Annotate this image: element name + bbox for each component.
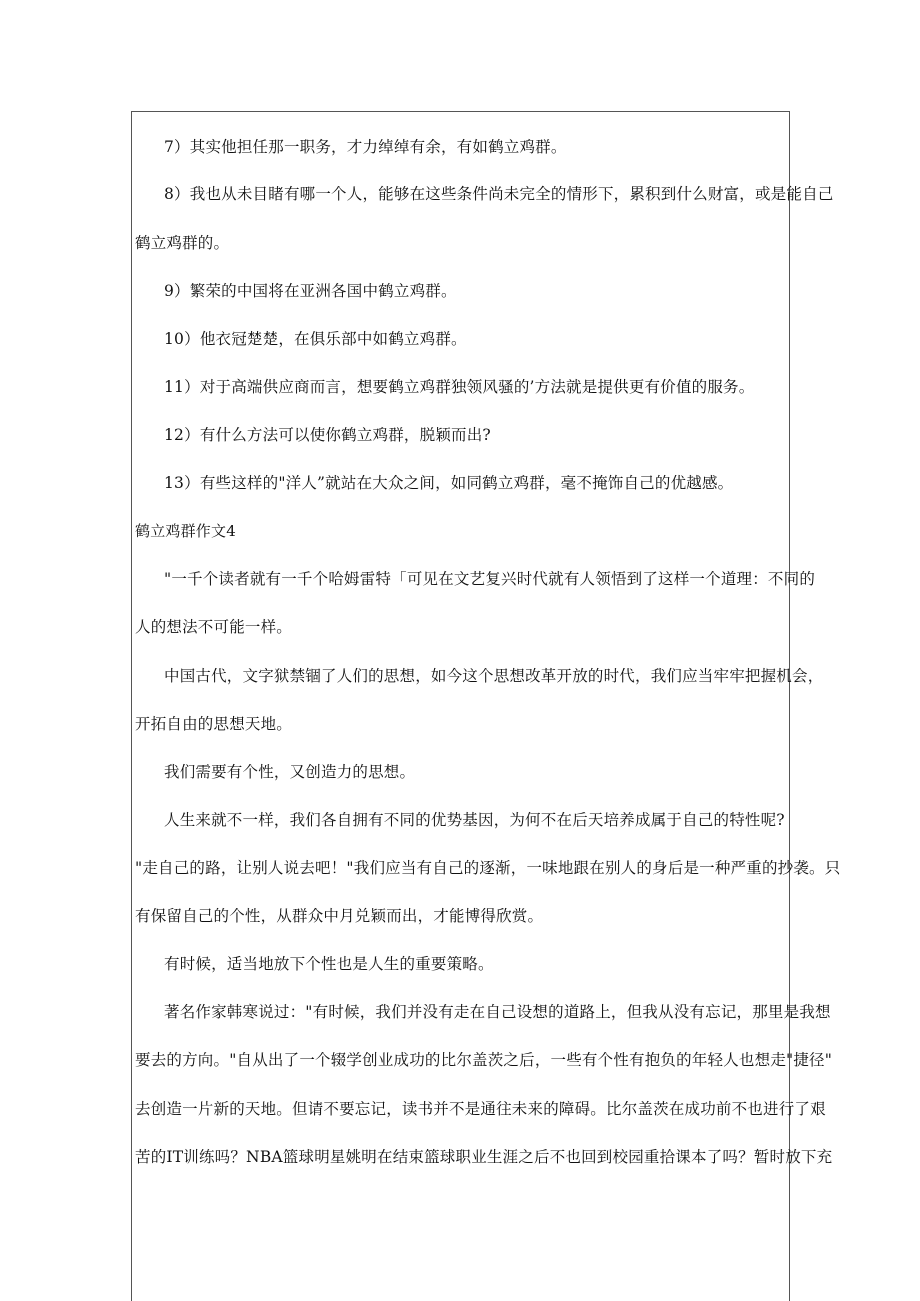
paragraph-line: 中国古代，文字狱禁锢了人们的思想，如今这个思想改革开放的时代，我们应当牢牢把握机会， <box>164 667 824 685</box>
paragraph-line: 有时候，适当地放下个性也是人生的重要策略。 <box>164 955 494 973</box>
section-heading: 鹤立鸡群作文4 <box>135 522 236 540</box>
text-line-8: 8）我也从未目睹有哪一个人，能够在这些条件尚未完全的情形下，累积到什么财富，或是能自己 <box>164 185 834 203</box>
text-line-9: 9）繁荣的中国将在亚洲各国中鹤立鸡群。 <box>164 282 457 300</box>
text-line-7: 7）其实他担任那一职务，才力绰绰有余，有如鹤立鸡群。 <box>164 138 567 156</box>
paragraph-line: 人生来就不一样，我们各自拥有不同的优势基因，为何不在后天培养成属于自己的特性呢? <box>164 811 785 829</box>
page-frame <box>131 111 841 1301</box>
text-line-10: 10）他衣冠楚楚，在俱乐部中如鹤立鸡群。 <box>164 330 467 348</box>
text-line-11: 11）对于高端供应商而言，想要鹤立鸡群独领风骚的’方法就是提供更有价值的服务。 <box>164 378 755 396</box>
text-line-8-cont: 鹤立鸡群的。 <box>135 234 230 252</box>
paragraph-line: 去创造一片新的天地。但请不要忘记，读书并不是通往未来的障碍。比尔盖茨在成功前不也进行了艰 <box>135 1100 826 1118</box>
paragraph-line: 开拓自由的思想天地。 <box>135 715 293 733</box>
paragraph-line: "走自己的路，让别人说去吧！"我们应当有自己的逐渐，一味地跟在别人的身后是一种严重的抄袭。只 <box>135 859 841 877</box>
paragraph-line: "一千个读者就有一千个哈姆雷特「可见在文艺复兴时代就有人领悟到了这样一个道理：不同的 <box>164 570 816 588</box>
paragraph-line: 我们需要有个性，又创造力的思想。 <box>164 763 416 781</box>
paragraph-line: 人的想法不可能一样。 <box>135 618 293 636</box>
text-line-13: 13）有些这样的"洋人”就站在大众之间，如同鹤立鸡群，毫不掩饰自己的优越感。 <box>164 474 734 492</box>
paragraph-line: 有保留自己的个性，从群众中月兑颖而出，才能博得欣赏。 <box>135 907 544 925</box>
paragraph-line: 著名作家韩寒说过："有时候，我们并没有走在自己设想的道路上，但我从没有忘记，那里是我想 <box>164 1003 831 1021</box>
paragraph-line: 要去的方向。"自从出了一个辍学创业成功的比尔盖茨之后，一些有个性有抱负的年轻人也想走"捷径" <box>135 1051 833 1069</box>
text-line-12: 12）有什么方法可以使你鹤立鸡群，脱颖而出? <box>164 426 491 444</box>
paragraph-line: 苦的IT训练吗？NBA篮球明星姚明在结束篮球职业生涯之后不也回到校园重拾课本了吗？暂时放下充 <box>135 1148 833 1166</box>
